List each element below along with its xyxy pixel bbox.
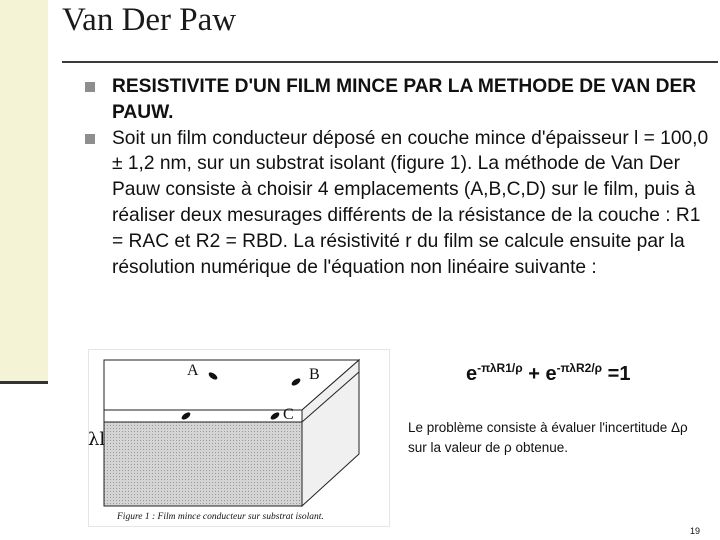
band-divider <box>0 381 48 384</box>
equation-plus: + <box>522 363 546 385</box>
equation-term2-base: e <box>545 363 557 385</box>
van-der-pauw-equation <box>466 361 630 386</box>
film-diagram <box>89 350 389 526</box>
slide-title: Van Der Paw <box>62 2 237 38</box>
page-number: 19 <box>690 526 701 536</box>
equation-term1-exponent: -πλR1/ρ <box>477 361 523 375</box>
equation-rhs: =1 <box>602 363 631 385</box>
bullet-item-heading <box>112 74 712 126</box>
bullet-square-icon <box>85 134 95 144</box>
figure-caption: Figure 1 : Film mince conducteur sur substrat isolant. <box>117 512 324 522</box>
bullet-list <box>112 74 712 280</box>
film-figure <box>88 349 390 527</box>
point-label-a: A <box>187 362 199 379</box>
bullet-item-body <box>112 126 712 281</box>
equation-term2-exponent: -πλR2/ρ <box>556 361 603 375</box>
substrate-front-face <box>104 422 302 506</box>
bullet-text: RESISTIVITE D'UN FILM MINCE PAR LA METHODE DE VAN DER PAUW. <box>112 76 697 123</box>
bullet-square-icon <box>85 82 95 92</box>
bullet-text: Soit un film conducteur déposé en couche mince d'épaisseur l = 100,0 ± 1,2 nm, sur un substrat isolant (figure 1). La méthode de Van Der Pauw consiste à choisir 4 emplacements (A,B,C,D) sur le film, puis à réaliser deux mesurages différents de la résistance de la couche : R1 = RAC et R2 = RBD. La résistivité r du film se calcule ensuite par la résolution numérique de l'équation non linéaire suivante : <box>112 127 709 278</box>
equation-term1-base: e <box>466 363 478 385</box>
left-accent-band <box>0 0 48 384</box>
point-label-c: C <box>283 406 294 423</box>
problem-note: Le problème consiste à évaluer l'incertitude Δρ sur la valeur de ρ obtenue. <box>408 420 688 455</box>
point-label-b: B <box>309 366 320 383</box>
thickness-label: λl <box>88 429 106 450</box>
title-divider <box>62 61 718 63</box>
